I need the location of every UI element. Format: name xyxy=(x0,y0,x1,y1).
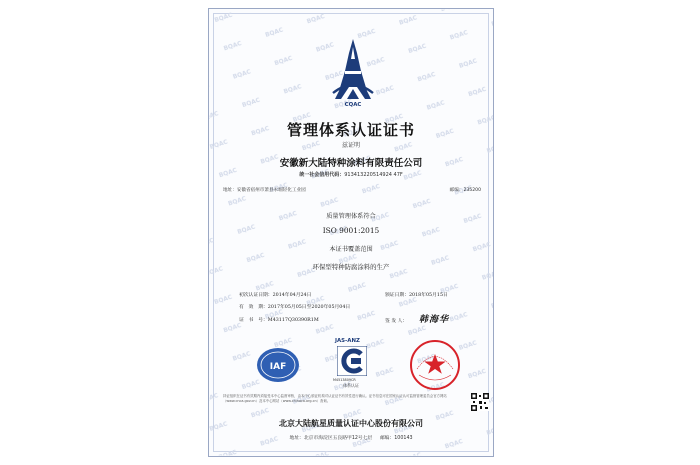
scope-intro: 本证书覆盖范围 xyxy=(329,246,373,253)
qr-code xyxy=(471,393,489,411)
certificate xyxy=(208,8,494,457)
top-logo-text: CQAC xyxy=(344,102,362,107)
jas-anz-logo xyxy=(337,346,367,376)
issuer-zip-label: 邮编： xyxy=(379,436,395,441)
iaf-logo xyxy=(255,345,301,385)
issuer-address-line xyxy=(209,434,493,441)
fine-print: 持证组织在证书有效期内须接受本中心监督审核，由本中心颁证机构对认证证书有效性进行确认。证书信息可在国家认证认可监督管理委员会官方网站（www.cnca.gov.cn）及本中心网站（www.chinaca.org.cn）查询。 xyxy=(223,394,447,403)
cert-no-label: 证 书 号： xyxy=(239,318,268,323)
initial-date-label: 初次认证日期： xyxy=(239,293,273,298)
scope-value: 环保型特种防腐涂料的生产 xyxy=(312,263,390,271)
address-label: 地址： xyxy=(223,188,237,193)
address-value: 安徽省宿州市萧县永堌轻化工业园 xyxy=(236,188,306,193)
issue-date-label: 颁证日期： xyxy=(385,293,409,298)
zip-line xyxy=(450,187,481,193)
issuer-zip-value: 100143 xyxy=(394,436,413,441)
cert-no-line xyxy=(239,316,319,323)
validity-value: 2017年05月05日至2020年05月04日 xyxy=(267,305,351,310)
iaf-text: IAF xyxy=(269,362,287,372)
cqac-tower-logo xyxy=(327,37,379,107)
cert-no-value: M43117Q30390R1M xyxy=(267,318,319,323)
issue-date-line xyxy=(385,291,448,298)
standard-value: ISO 9001:2015 xyxy=(322,226,380,235)
issuer-address-label: 地址： xyxy=(289,436,304,441)
jas-anz-bottom: 体系认证 xyxy=(343,383,359,388)
standard-intro: 质量管理体系符合 xyxy=(326,213,376,220)
initial-date-line xyxy=(239,291,311,298)
issue-date-value: 2018年05月15日 xyxy=(409,293,448,298)
company-name: 安徽新大陆特种涂料有限责任公司 xyxy=(279,158,423,169)
issuer-address-value: 北京市海淀区五良路甲12号七层 xyxy=(303,436,373,441)
initial-date-value: 2014年04月24日 xyxy=(272,293,312,298)
certificate-subtitle: 兹证明 xyxy=(341,142,360,149)
zip-value: 235200 xyxy=(463,188,481,193)
validity-label: 有 效 期： xyxy=(239,305,268,310)
validity-line xyxy=(239,303,350,310)
credit-code-value: 913413220514924 47F xyxy=(344,172,403,178)
address-line xyxy=(223,187,306,193)
credit-code-line xyxy=(209,171,493,178)
signer-signature: 韩海华 xyxy=(419,315,450,325)
red-seal-stamp xyxy=(409,339,461,391)
signer-label: 签 发 人： xyxy=(385,319,408,324)
certificate-title: 管理体系认证证书 xyxy=(286,121,415,139)
jas-anz-caption: M4513809CR xyxy=(333,378,356,382)
issuer-name: 北京大陆航星质量认证中心股份有限公司 xyxy=(279,419,423,428)
credit-code-label: 统一社会信用代码： xyxy=(299,172,345,178)
zip-label: 邮编： xyxy=(449,188,464,193)
jas-anz-title: JAS-ANZ xyxy=(335,338,360,344)
